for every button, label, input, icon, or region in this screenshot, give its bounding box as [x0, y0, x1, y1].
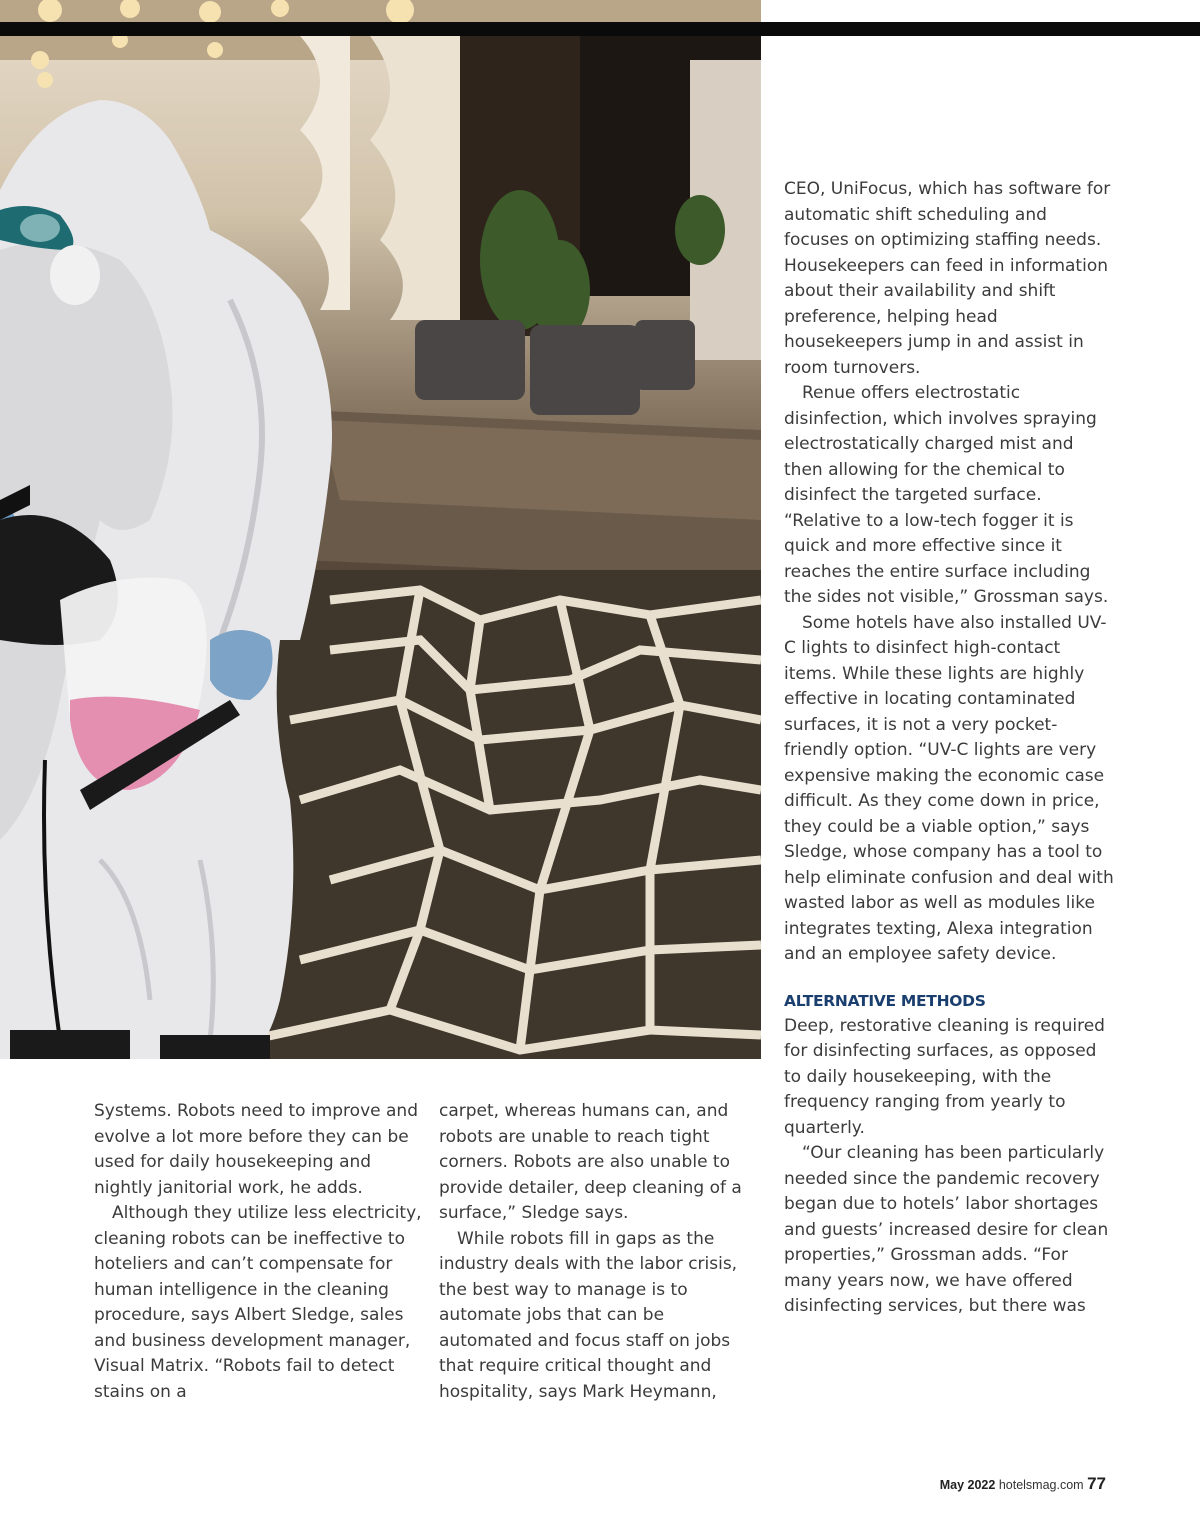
- text-column-3: [784, 177, 1114, 1320]
- photo-illustration: [0, 0, 761, 1059]
- paragraph: Renue offers electrostatic disinfection, which involves spraying electrostatically charged mist and then allowing for the chemical to disinfect the targeted surface. “Relative to a low-tech fogger it is quick and more effective since it reaches the entire surface including the sides not visible,” Grossman says.: [784, 383, 1109, 607]
- text-column-2: [439, 1099, 759, 1405]
- article-photo: [0, 0, 761, 1059]
- paragraph: While robots fill in gaps as the industry deals with the labor crisis, the best way to manage is to automate jobs that can be automated and focus staff on jobs that require critical thought and hospitality, says Mark Heymann,: [439, 1228, 738, 1402]
- paragraph: “Our cleaning has been particularly needed since the pandemic recovery began due to hotels’ labor shortages and guests’ increased desire for clean properties,” Grossman adds. “For many years now, we have offered disinfecting services, but there was: [784, 1143, 1109, 1316]
- website: hotelsmag.com: [998, 1478, 1084, 1492]
- top-rule: [0, 22, 1200, 36]
- page-footer: [940, 1474, 1106, 1494]
- issue-date: May 2022: [939, 1478, 996, 1492]
- text-column-1: [94, 1099, 424, 1405]
- paragraph: Although they utilize less electricity, cleaning robots can be ineffective to hoteliers and can’t compensate for human intelligence in the cleaning procedure, says Albert Sledge, sales and business development manager, Visual Matrix. “Robots fail to detect stains on a: [94, 1203, 422, 1402]
- paragraph: Systems. Robots need to improve and evolve a lot more before they can be used for daily housekeeping and nightly janitorial work, he adds.: [94, 1101, 418, 1198]
- page-number: 77: [1087, 1474, 1106, 1493]
- paragraph: Deep, restorative cleaning is required for disinfecting surfaces, as opposed to daily housekeeping, with the frequency ranging from yearly to quarterly.: [784, 1015, 1105, 1138]
- section-subheading: ALTERNATIVE METHODS: [784, 991, 986, 1010]
- paragraph: carpet, whereas humans can, and robots are unable to reach tight corners. Robots are also unable to provide detailer, deep cleaning of a surface,” Sledge says.: [439, 1101, 742, 1223]
- paragraph: CEO, UniFocus, which has software for automatic shift scheduling and focuses on optimizing staffing needs. Housekeepers can feed in information about their availability and shift preference, helping head housekeepers jump in and assist in room turnovers.: [784, 179, 1111, 378]
- paragraph: Some hotels have also installed UV-C lights to disinfect high-contact items. While these lights are highly effective in locating contaminated surfaces, it is not a very pocket-friendly option. “UV-C lights are very expensive making the economic case difficult. As they come down in price, they could be a viable option,” says Sledge, whose company has a tool to help eliminate confusion and deal with wasted labor as well as modules like integrates texting, Alexa integration and an employee safety device.: [784, 612, 1114, 964]
